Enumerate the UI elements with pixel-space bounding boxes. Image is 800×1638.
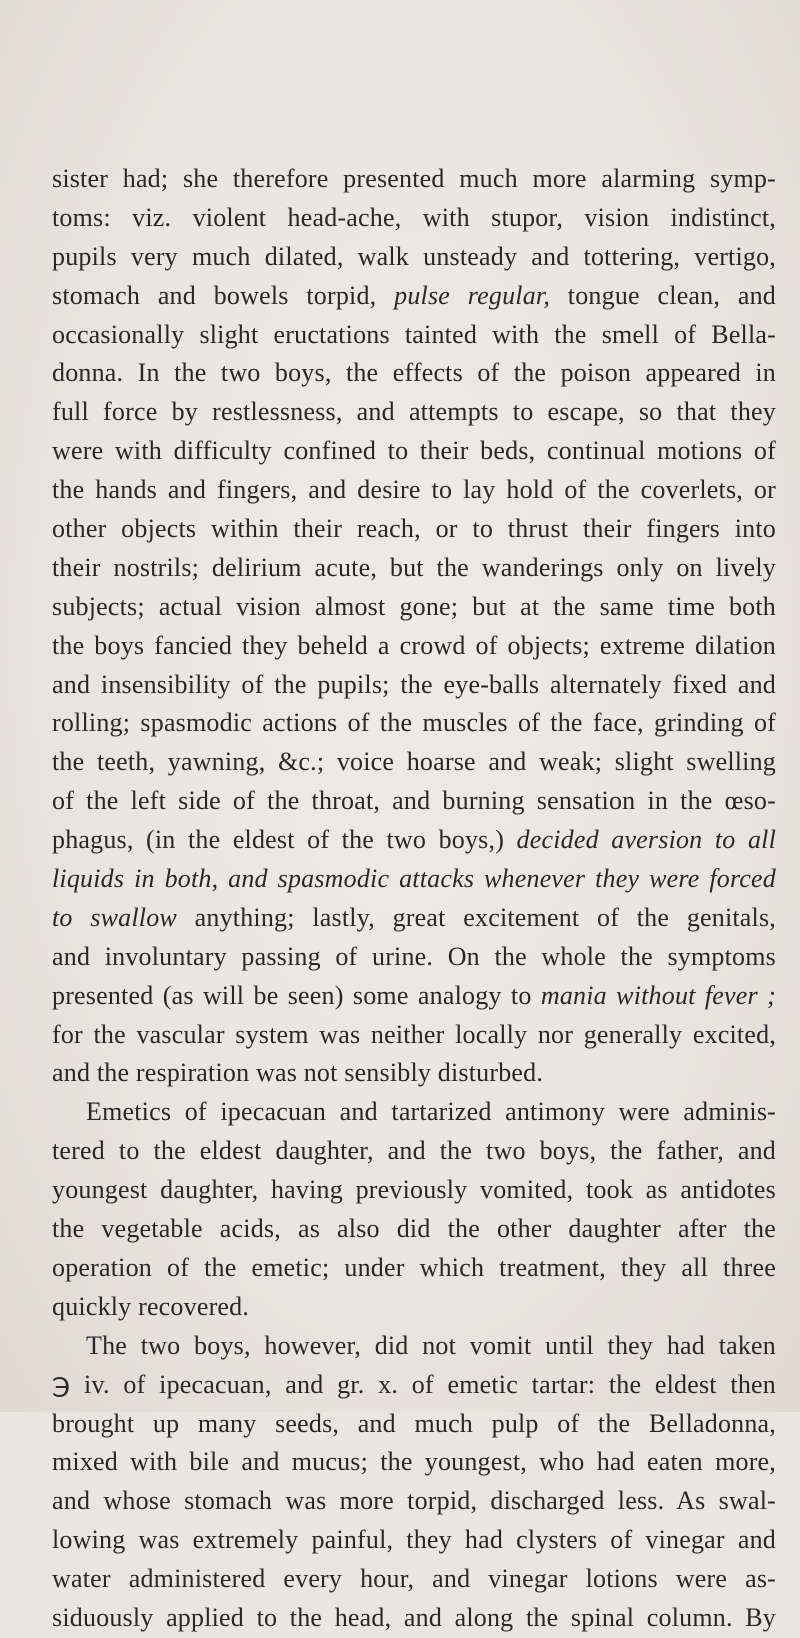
text-line: [52, 1599, 776, 1638]
text-run: presented (as will be seen) some analogy to: [52, 980, 541, 1010]
text-run: of the left side of the throat, and burning sensation in the œso-: [52, 786, 776, 816]
text-line: [52, 704, 776, 743]
text-run: phagus, (in the eldest of the two boys,): [52, 825, 517, 855]
text-run: and whose stomach was more torpid, discharged less. As swal-: [52, 1486, 776, 1516]
text-run: and the respiration was not sensibly disturbed.: [52, 1058, 544, 1088]
text-line: [52, 1093, 776, 1132]
text-run: sister had; she therefore presented much more alarming symp-: [52, 164, 776, 193]
text-line: [52, 1560, 776, 1599]
text-line: [52, 238, 776, 277]
text-line: [52, 1210, 776, 1249]
text-line: [52, 1366, 776, 1405]
text-line: [52, 1171, 776, 1210]
text-run: quickly recovered.: [52, 1291, 250, 1321]
text-run: pupils very much dilated, walk unsteady and tottering, vertigo,: [52, 241, 776, 271]
text-line: [52, 938, 776, 977]
text-run: for the vascular system was neither locally nor generally excited,: [52, 1019, 776, 1049]
text-line: [52, 666, 776, 705]
text-line: [52, 199, 776, 238]
text-line: [52, 1443, 776, 1482]
text-line: [52, 743, 776, 782]
text-run: the hands and fingers, and desire to lay hold of the coverlets, or: [52, 475, 776, 505]
text-run: The two boys, however, did not vomit until they had taken: [86, 1330, 776, 1360]
italic-text-run: decided aversion to all: [516, 825, 776, 855]
text-run: other objects within their reach, or to thrust their fingers into: [52, 514, 776, 544]
text-line: [52, 899, 776, 938]
text-run: rolling; spasmodic actions of the muscles of the face, grinding of: [52, 708, 776, 738]
italic-text-run: liquids in both, and spasmodic attacks whenever they were forced: [52, 864, 776, 894]
text-line: [52, 471, 776, 510]
text-run: water administered every hour, and vinegar lotions were as-: [52, 1564, 776, 1594]
text-line: [52, 432, 776, 471]
text-run: siduously applied to the head, and along the spinal column. By: [52, 1602, 776, 1632]
text-line: [52, 549, 776, 588]
text-run: the boys fancied they beheld a crowd of objects; extreme dilation: [52, 630, 776, 660]
text-run: the teeth, yawning, &c.; voice hoarse and weak; slight swelling: [52, 747, 776, 777]
text-run: the vegetable acids, as also did the other daughter after the: [52, 1214, 776, 1244]
text-run: operation of the emetic; under which treatment, they all three: [52, 1252, 776, 1282]
text-run: youngest daughter, having previously vomited, took as antidotes: [52, 1175, 776, 1205]
text-run: ℈ iv. of ipecacuan, and gr. x. of emetic tartar: the eldest then: [52, 1369, 776, 1399]
text-run: occasionally slight eructations tainted with the smell of Bella-: [52, 319, 776, 349]
text-run: donna. In the two boys, the effects of the poison appeared in: [52, 358, 776, 388]
text-line: [52, 1327, 776, 1366]
text-run: tongue clean, and: [550, 280, 776, 310]
text-line: [52, 277, 776, 316]
text-line: [52, 1016, 776, 1055]
italic-text-run: to swallow: [52, 902, 177, 932]
body-text: [52, 160, 776, 1638]
text-run: full force by restlessness, and attempts to escape, so that they: [52, 397, 776, 427]
text-line: [52, 588, 776, 627]
text-line: [52, 627, 776, 666]
text-run: toms: viz. violent head-ache, with stupor, vision indistinct,: [52, 202, 776, 232]
text-line: [52, 1288, 776, 1327]
text-line: [52, 1132, 776, 1171]
text-line: [52, 393, 776, 432]
text-line: [52, 316, 776, 355]
text-line: [52, 860, 776, 899]
text-run: and involuntary passing of urine. On the whole the symptoms: [52, 941, 776, 971]
text-run: and insensibility of the pupils; the eye-balls alternately fixed and: [52, 669, 776, 699]
text-line: [52, 354, 776, 393]
text-line: [52, 1482, 776, 1521]
text-run: tered to the eldest daughter, and the two boys, the father, and: [52, 1136, 776, 1166]
text-run: stomach and bowels torpid,: [52, 280, 395, 310]
text-run: mixed with bile and mucus; the youngest, who had eaten more,: [52, 1447, 776, 1477]
text-line: [52, 782, 776, 821]
text-line: [52, 160, 776, 199]
text-run: their nostrils; delirium acute, but the wanderings only on lively: [52, 552, 776, 582]
italic-text-run: pulse regular,: [394, 280, 551, 310]
text-line: [52, 1249, 776, 1288]
text-run: were with difficulty confined to their beds, continual motions of: [52, 436, 776, 466]
text-line: [52, 821, 776, 860]
text-run: subjects; actual vision almost gone; but at the same time both: [52, 591, 776, 621]
text-line: [52, 1054, 776, 1093]
text-line: [52, 1405, 776, 1444]
italic-text-run: mania without fever ;: [540, 980, 776, 1010]
text-line: [52, 977, 776, 1016]
text-line: [52, 1521, 776, 1560]
text-line: [52, 510, 776, 549]
text-run: Emetics of ipecacuan and tartarized antimony were adminis-: [86, 1097, 776, 1127]
text-run: lowing was extremely painful, they had clysters of vinegar and: [52, 1525, 776, 1555]
text-run: anything; lastly, great excitement of the genitals,: [176, 902, 776, 932]
text-run: brought up many seeds, and much pulp of the Belladonna,: [52, 1408, 776, 1438]
